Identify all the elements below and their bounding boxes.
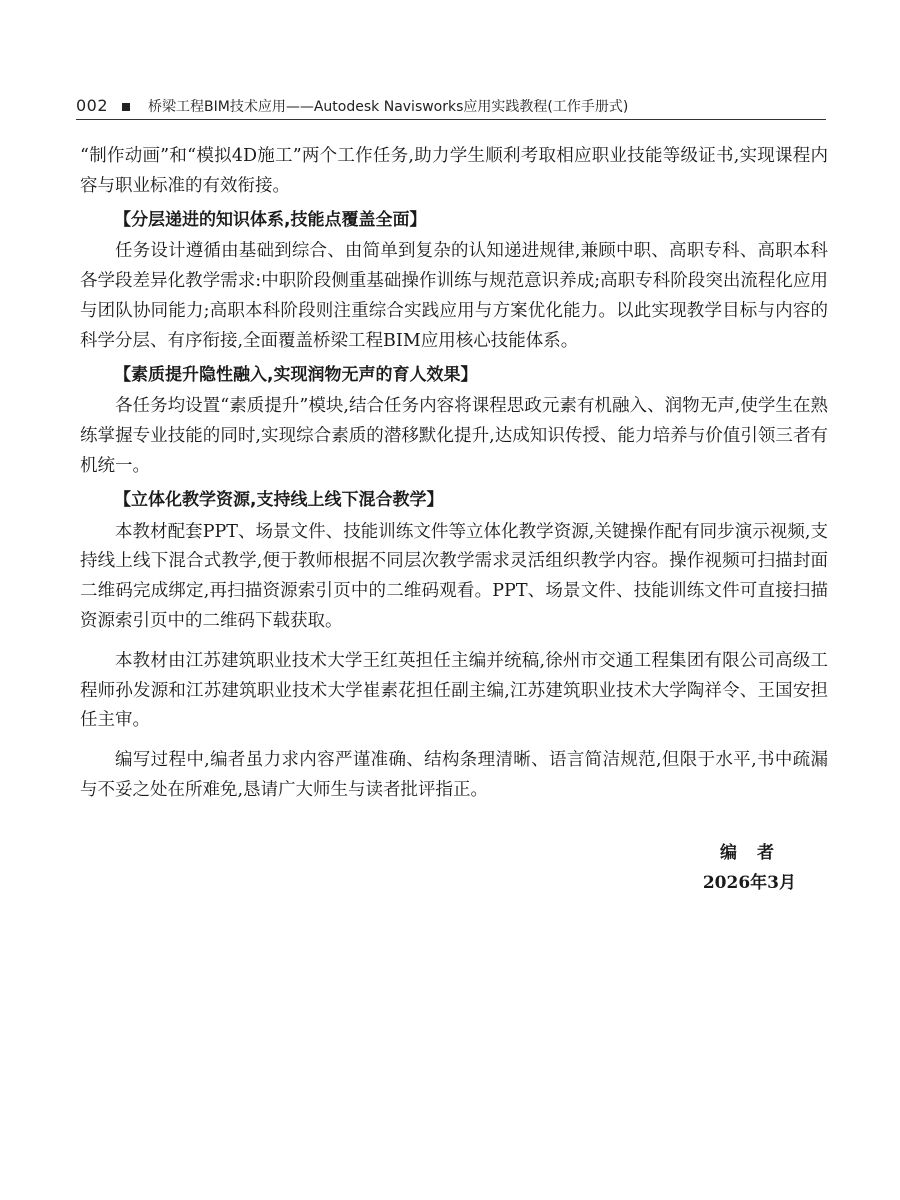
section-heading-quality: 【素质提升隐性融入,实现润物无声的育人效果】 (114, 364, 478, 385)
page-number: 002 (76, 96, 109, 115)
page-body (80, 142, 828, 806)
authors-paragraph: 本教材由江苏建筑职业技术大学王红英担任主编并统稿,徐州市交通工程集团有限公司高级工程师孙发源和江苏建筑职业技术大学崔素花担任副主编,江苏建筑职业技术大学陶祥令、王国安担任主审。 (80, 650, 828, 731)
signature-block (703, 838, 796, 898)
header-rule (76, 119, 826, 120)
black-square-icon (122, 103, 130, 111)
running-header (76, 95, 826, 117)
section-paragraph-knowledge: 任务设计遵循由基础到综合、由简单到复杂的认知递进规律,兼顾中职、高职专科、高职本科各学段差异化教学需求:中职阶段侧重基础操作训练与规范意识养成;高职专科阶段突出流程化应用与团队协同能力;高职本科阶段则注重综合实践应用与方案优化能力。以此实现教学目标与内容的科学分层、有序衔接,全面覆盖桥梁工程BIM应用核心技能体系。 (80, 241, 828, 351)
book-title: 桥梁工程BIM技术应用——Autodesk Navisworks应用实践教程(工作手册式) (148, 99, 629, 115)
intro-paragraph: “制作动画”和“模拟4D施工”两个工作任务,助力学生顺利考取相应职业技能等级证书,实现课程内容与职业标准的有效衔接。 (80, 146, 828, 196)
signature-editor: 编者 (720, 843, 794, 863)
section-heading-resources: 【立体化教学资源,支持线上线下混合教学】 (114, 489, 444, 510)
section-heading-knowledge: 【分层递进的知识体系,技能点覆盖全面】 (114, 209, 427, 230)
closing-paragraph: 编写过程中,编者虽力求内容严谨准确、结构条理清晰、语言简洁规范,但限于水平,书中疏漏与不妥之处在所难免,恳请广大师生与读者批评指正。 (80, 750, 828, 800)
section-paragraph-quality: 各任务均设置“素质提升”模块,结合任务内容将课程思政元素有机融入、润物无声,使学生在熟练掌握专业技能的同时,实现综合素质的潜移默化提升,达成知识传授、能力培养与价值引领三者有机统一。 (80, 396, 828, 476)
signature-date: 2026年3月 (702, 873, 796, 893)
section-paragraph-resources: 本教材配套PPT、场景文件、技能训练文件等立体化教学资源,关键操作配有同步演示视频,支持线上线下混合式教学,便于教师根据不同层次教学需求灵活组织教学内容。操作视频可扫描封面二维码完成绑定,再扫描资源索引页中的二维码观看。PPT、场景文件、技能训练文件可直接扫描资源索引页中的二维码下载获取。 (80, 521, 828, 631)
